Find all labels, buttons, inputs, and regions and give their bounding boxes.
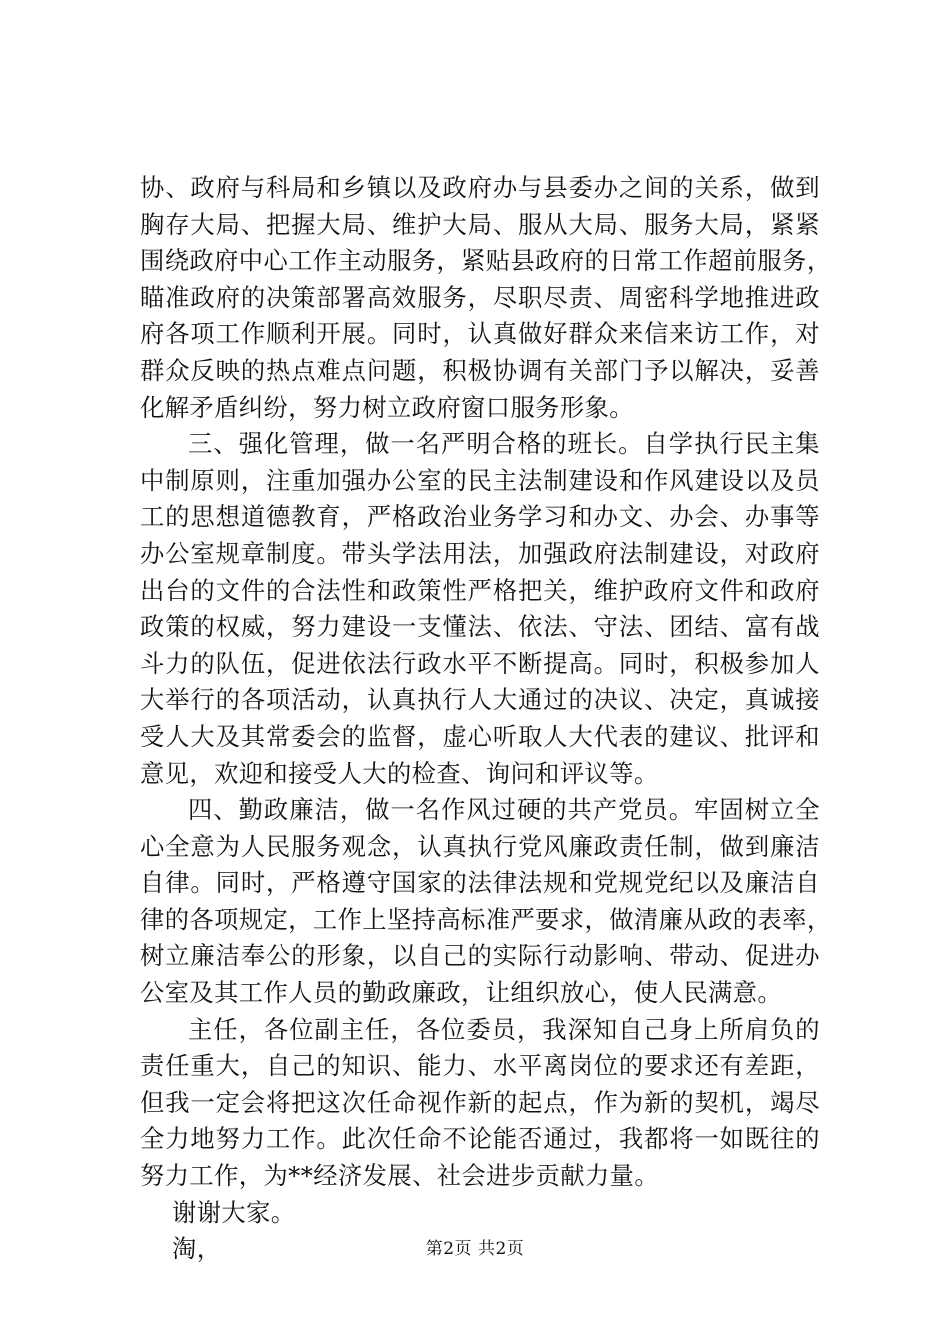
paragraph-line: 全力地努力工作。此次任命不论能否通过，我都将一如既往的 [140,1124,820,1154]
paragraph-line: 自律。同时，严格遵守国家的法律法规和党规党纪以及廉洁自 [140,868,820,898]
paragraph-line: 围绕政府中心工作主动服务，紧贴县政府的日常工作超前服务， [140,246,832,276]
paragraph-line: 瞄准政府的决策部署高效服务，尽职尽责、周密科学地推进政 [140,282,820,312]
page-footer: 第2页 共2页 [425,1239,525,1259]
paragraph-line: 中制原则，注重加强办公室的民主法制建设和作风建设以及员 [140,465,820,495]
paragraph-line: 出台的文件的合法性和政策性严格把关，维护政府文件和政府 [140,575,820,605]
paragraph-line: 公室及其工作人员的勤政廉政，让组织放心，使人民满意。 [140,978,783,1008]
paragraph-line: 努力工作，为**经济发展、社会进步贡献力量。 [140,1161,660,1191]
paragraph-line: 府各项工作顺利开展。同时，认真做好群众来信来访工作，对 [140,319,820,349]
paragraph-line: 但我一定会将把这次任命视作新的起点，作为新的契机，竭尽 [140,1087,820,1117]
paragraph-line: 胸存大局、把握大局、维护大局、服从大局、服务大局，紧紧 [140,209,820,239]
paragraph-line: 群众反映的热点难点问题，积极协调有关部门予以解决，妥善 [140,355,820,385]
paragraph-line: 树立廉洁奉公的形象，以自己的实际行动影响、带动、促进办 [140,941,820,971]
trailing-line: 淘， [172,1234,222,1264]
paragraph-line: 大举行的各项活动，认真执行人大通过的决议、决定，真诚接 [140,685,820,715]
section-3-first-line: 三、强化管理，做一名严明合格的班长。自学执行民主集 [188,429,820,459]
paragraph-line: 律的各项规定，工作上坚持高标准严要求，做清廉从政的表率， [140,904,832,934]
paragraph-line: 受人大及其常委会的监督，虚心听取人大代表的建议、批评和 [140,721,820,751]
paragraph-line: 心全意为人民服务观念，认真执行党风廉政责任制，做到廉洁 [140,831,820,861]
paragraph-line: 化解矛盾纠纷，努力树立政府窗口服务形象。 [140,392,634,422]
paragraph-line: 责任重大，自己的知识、能力、水平离岗位的要求还有差距， [140,1051,820,1081]
paragraph-line: 斗力的队伍，促进依法行政水平不断提高。同时，积极参加人 [140,648,820,678]
paragraph-line: 意见，欢迎和接受人大的检查、询问和评议等。 [140,758,659,788]
paragraph-line: 协、政府与科局和乡镇以及政府办与县委办之间的关系，做到 [140,173,820,202]
closing-paragraph-first-line: 主任，各位副主任，各位委员，我深知自己身上所肩负的 [188,1014,820,1044]
paragraph-line: 办公室规章制度。带头学法用法，加强政府法制建设，对政府 [140,538,820,568]
document-body [140,170,832,1268]
thanks-line: 谢谢大家。 [172,1197,296,1227]
paragraph-line: 政策的权威，努力建设一支懂法、依法、守法、团结、富有战 [140,612,820,642]
paragraph-line: 工的思想道德教育，严格政治业务学习和办文、办会、办事等 [140,502,820,532]
section-4-first-line: 四、勤政廉洁，做一名作风过硬的共产党员。牢固树立全 [188,795,820,825]
